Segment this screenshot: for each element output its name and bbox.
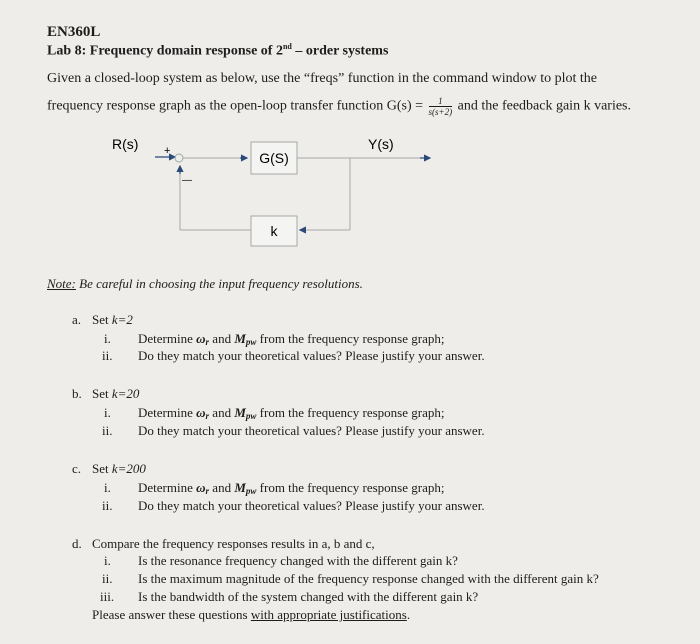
question-a-marker: a. — [72, 312, 82, 327]
intro-line-2 — [47, 96, 631, 117]
question-d-i-text: Is the resonance frequency changed with the different gain k? — [138, 553, 458, 568]
question-c-i-text — [138, 480, 444, 496]
question-d-intro: Compare the frequency responses results in a, b and c, — [92, 536, 375, 551]
question-c-set — [92, 461, 146, 477]
plant-label: G(S) — [259, 150, 289, 166]
question-d-iii-num: iii. — [100, 589, 115, 604]
closing-a: Please answer these questions — [92, 607, 251, 622]
question-a-k-value: k=2 — [111, 312, 133, 327]
q-c-i-m: M — [234, 480, 246, 495]
q-b-i-m-sub: pw — [245, 411, 257, 421]
question-c-i-num: i. — [104, 480, 111, 495]
lab-title-rest: – order systems — [291, 43, 389, 59]
q-a-i-and: and — [209, 331, 235, 346]
transfer-function-fraction — [429, 96, 453, 117]
question-d-ii-text: Is the maximum magnitude of the frequency response changed with the different gain k? — [138, 571, 599, 586]
question-c-set-label: Set — [92, 461, 112, 476]
note — [47, 276, 363, 292]
question-b-i-text — [138, 405, 444, 421]
question-b-ii-text: Do they match your theoretical values? Please justify your answer. — [138, 423, 485, 438]
question-d-marker: d. — [72, 536, 82, 551]
question-b-i-num: i. — [104, 405, 111, 420]
minus-sign: — — [182, 175, 192, 186]
question-a-ii-text: Do they match your theoretical values? Please justify your answer. — [138, 348, 485, 363]
question-c-ii-text: Do they match your theoretical values? Please justify your answer. — [138, 498, 485, 513]
course-code: EN360L — [47, 24, 101, 40]
question-b-set-label: Set — [92, 386, 112, 401]
block-diagram — [100, 130, 450, 255]
gain-label: k — [270, 223, 278, 239]
q-b-i-a: Determine — [138, 405, 197, 420]
closing-c: . — [406, 607, 411, 622]
question-a-i-text — [138, 331, 444, 347]
q-a-i-a: Determine — [138, 331, 197, 346]
q-c-i-rest: from the frequency response graph; — [256, 480, 445, 495]
q-b-i-m: M — [234, 405, 246, 420]
intro-line-2-b: and the feedback gain k varies. — [457, 98, 631, 114]
tf-denominator: s(s+2) — [428, 107, 453, 117]
q-b-i-and: and — [209, 405, 235, 420]
question-d-iii-text: Is the bandwidth of the system changed with the different gain k? — [138, 589, 479, 604]
q-a-i-m-sub: pw — [245, 337, 257, 347]
question-a-set — [92, 312, 133, 328]
q-c-i-omega: ω — [196, 480, 206, 495]
q-c-i-m-sub: pw — [245, 486, 257, 496]
q-a-i-omega-sub: r — [205, 337, 210, 347]
question-d-closing — [92, 607, 410, 623]
question-b-ii-num: ii. — [102, 423, 113, 438]
question-d-i-num: i. — [104, 553, 111, 568]
intro-line-2-a: frequency response graph as the open-loop transfer function G(s) = — [47, 98, 424, 114]
input-label: R(s) — [112, 136, 139, 152]
q-a-i-omega: ω — [196, 331, 206, 346]
lab-title-main: Lab 8: Frequency domain response of 2 — [47, 43, 283, 59]
note-prefix: Note: — [47, 276, 76, 291]
intro-line-1: Given a closed-loop system as below, use the “freqs” function in the command window to plot the — [47, 71, 598, 86]
question-c-marker: c. — [72, 461, 82, 476]
question-c-ii-num: ii. — [102, 498, 113, 513]
question-b-set — [92, 386, 139, 402]
q-b-i-rest: from the frequency response graph; — [256, 405, 445, 420]
question-b-marker: b. — [72, 386, 82, 401]
q-a-i-m: M — [234, 331, 246, 346]
q-b-i-omega-sub: r — [205, 411, 210, 421]
summing-junction — [175, 154, 183, 162]
lab-title-sup: nd — [282, 42, 292, 51]
question-a-ii-num: ii. — [102, 348, 113, 363]
question-c-k-value: k=200 — [111, 461, 146, 476]
q-c-i-omega-sub: r — [205, 486, 210, 496]
q-a-i-rest: from the frequency response graph; — [256, 331, 445, 346]
lab-title — [47, 42, 388, 60]
closing-b: with appropriate justifications — [250, 607, 407, 622]
question-b-k-value: k=20 — [111, 386, 140, 401]
plus-sign: + — [164, 145, 171, 157]
q-b-i-omega: ω — [196, 405, 206, 420]
q-c-i-and: and — [209, 480, 235, 495]
question-d-ii-num: ii. — [102, 571, 113, 586]
q-c-i-a: Determine — [138, 480, 197, 495]
tf-numerator: 1 — [429, 96, 453, 107]
output-label: Y(s) — [368, 136, 394, 152]
question-a-i-num: i. — [104, 331, 111, 346]
question-a-set-label: Set — [92, 312, 112, 327]
note-text: Be careful in choosing the input frequency resolutions. — [75, 276, 363, 291]
